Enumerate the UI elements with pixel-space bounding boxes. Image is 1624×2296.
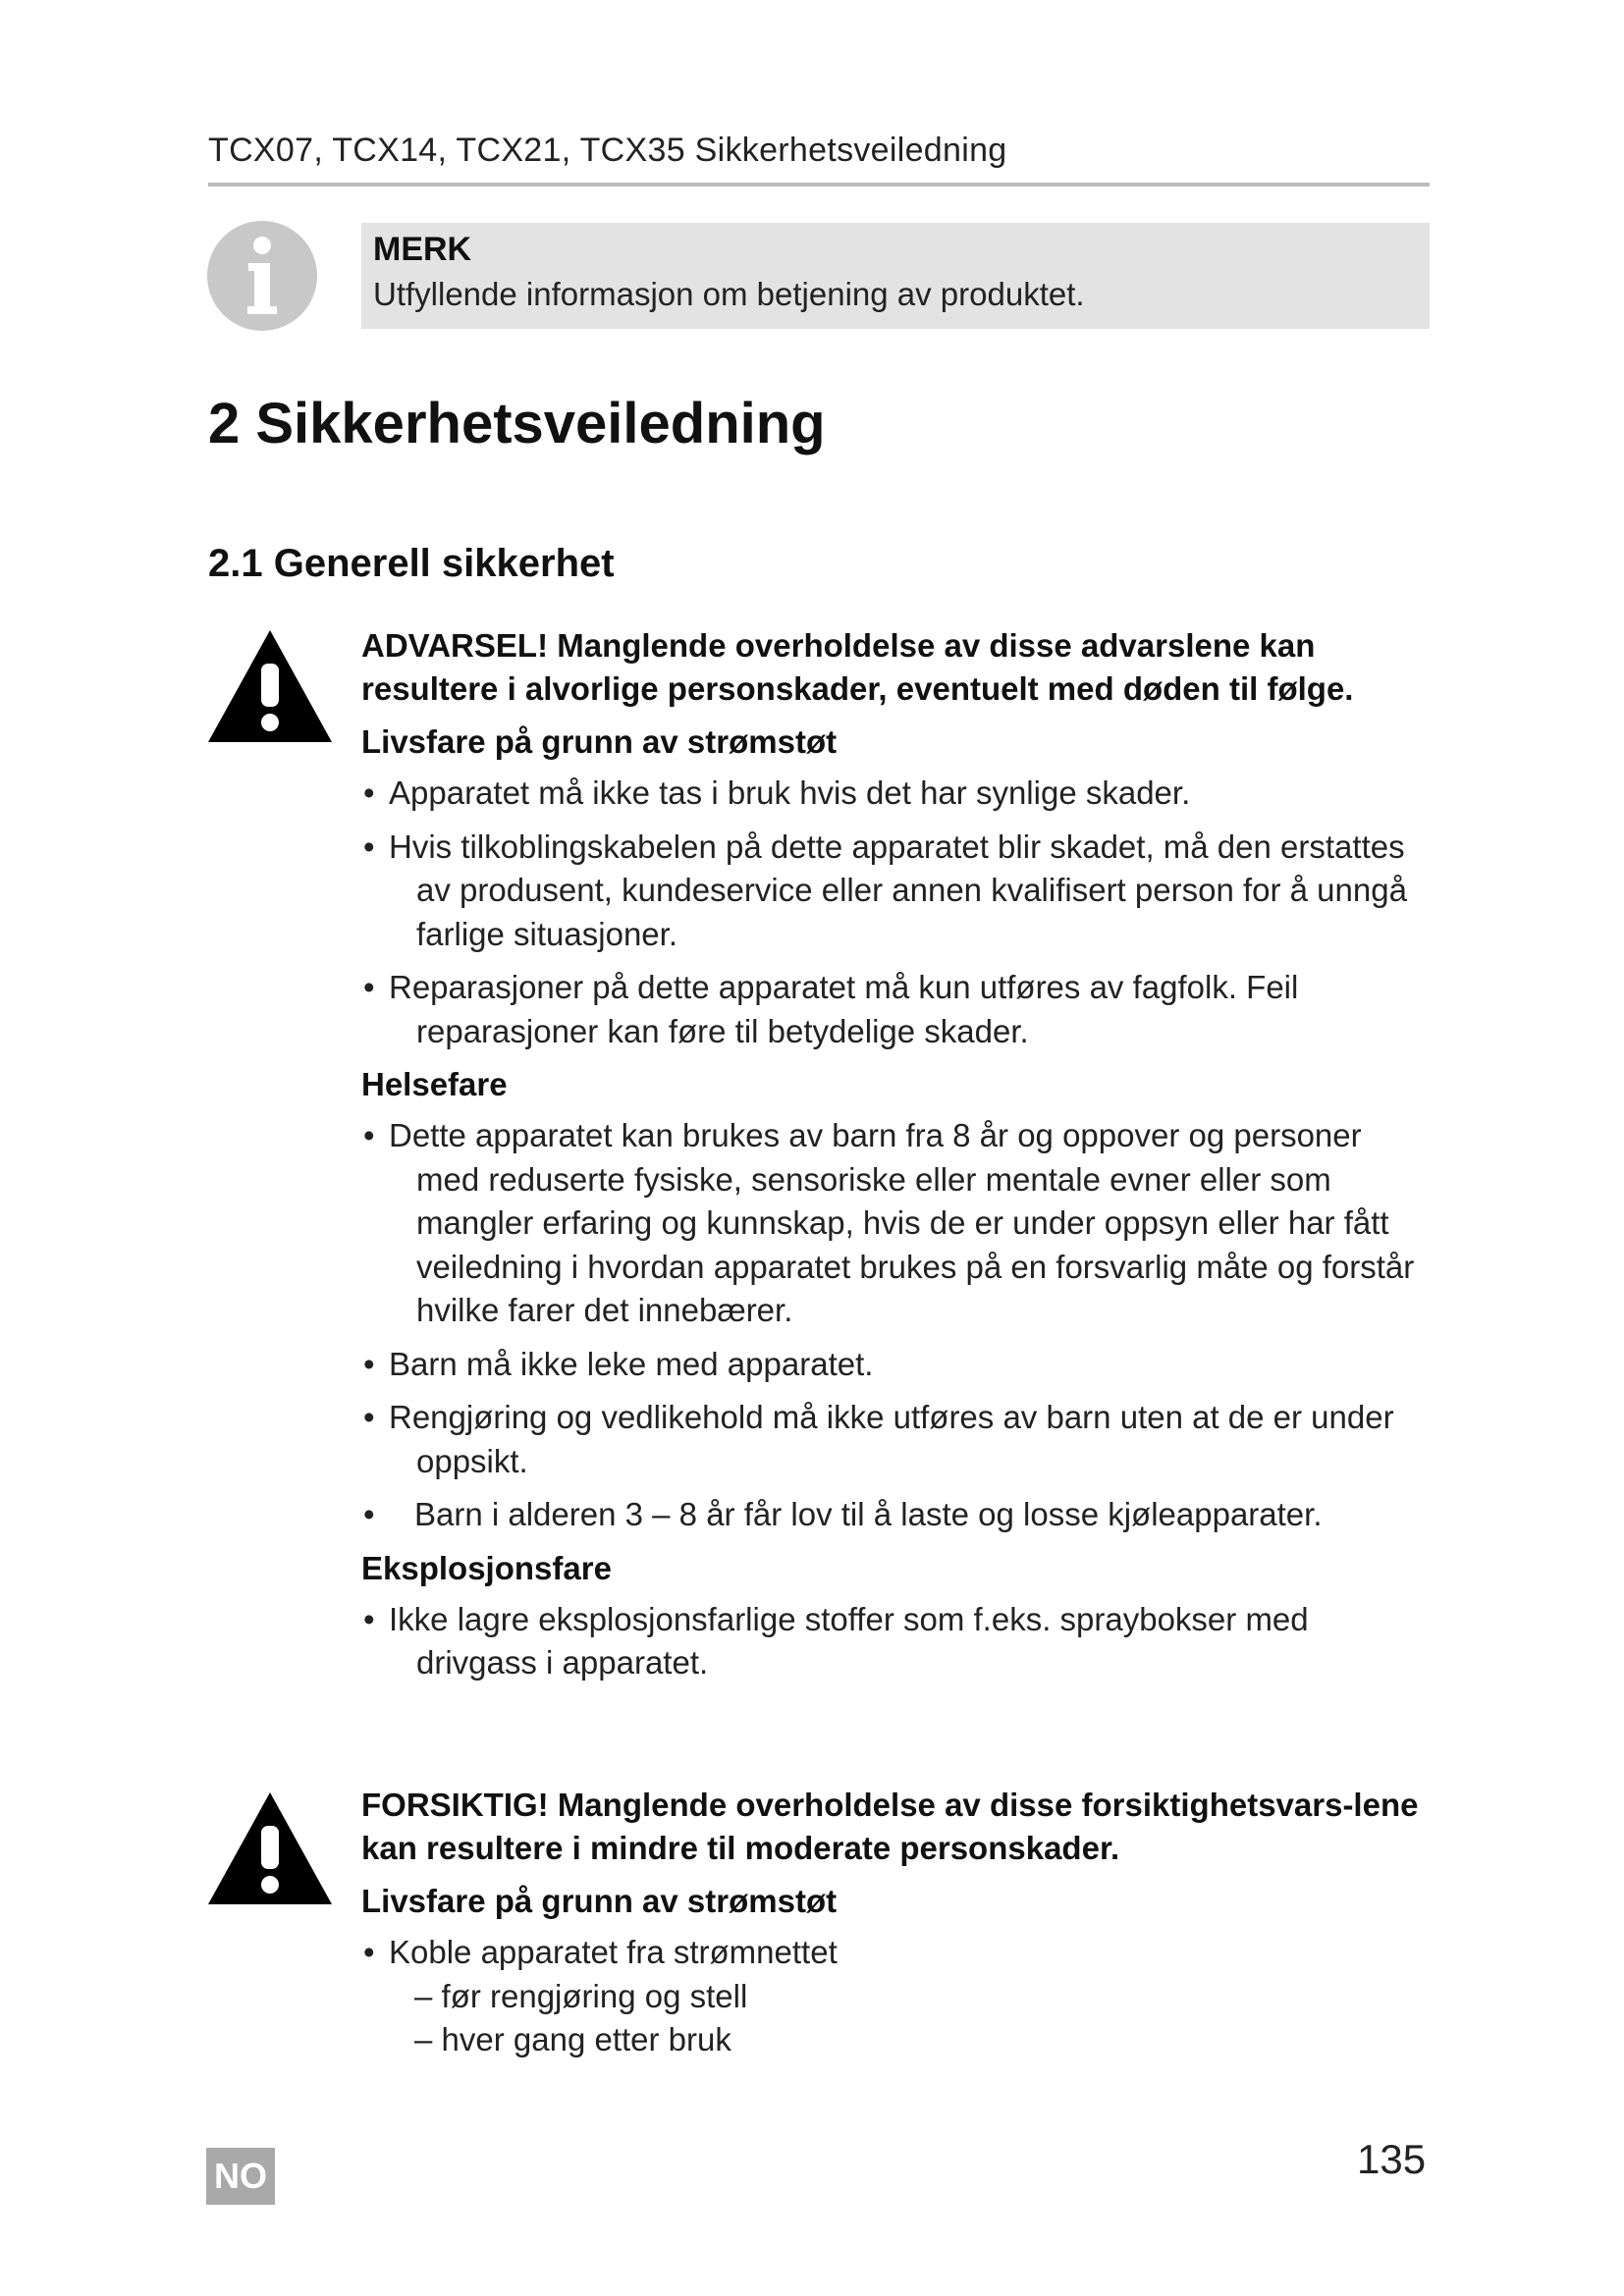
note-title: MERK xyxy=(373,231,472,268)
sub-item: – hver gang etter bruk xyxy=(414,2021,731,2057)
bullet: • xyxy=(363,1399,375,1435)
bullet: • xyxy=(363,1496,375,1532)
caution-block xyxy=(361,1784,1432,2072)
hazard-heading: Helsefare xyxy=(361,1066,508,1102)
bullet: • xyxy=(363,1600,375,1637)
caution-title: FORSIKTIG! Manglende overholdelse av disse forsiktighetsvars-lene kan resultere i mindre til moderate personskader. xyxy=(361,1787,1419,1866)
sub-item: – før rengjøring og stell xyxy=(414,1977,748,2014)
bullet: • xyxy=(363,828,375,865)
language-badge: NO xyxy=(206,2148,275,2205)
info-icon xyxy=(206,220,318,332)
hazard-heading: Eksplosjonsfare xyxy=(361,1549,612,1586)
running-header: TCX07, TCX14, TCX21, TCX35 Sikkerhetsveiledning xyxy=(208,132,1007,169)
warning-triangle-icon xyxy=(206,1790,334,1906)
bullet: • xyxy=(363,1117,375,1153)
list-item: • Apparatet må ikke tas i bruk hvis det har synlige skader. xyxy=(361,772,1432,816)
note-box xyxy=(361,223,1430,329)
list-item: • Reparasjoner på dette apparatet må kun utføres av fagfolk. Feil reparasjoner kan føre til betydelige skader. xyxy=(361,966,1432,1053)
list-item: • Rengjøring og vedlikehold må ikke utføres av barn uten at de er under oppsikt. xyxy=(361,1396,1432,1483)
note-text: Utfyllende informasjon om betjening av produktet. xyxy=(373,276,1085,312)
chapter-title: 2 Sikkerhetsveiledning xyxy=(208,392,826,455)
list-item: • Koble apparatet fra strømnettet – før rengjøring og stell – hver gang etter bruk xyxy=(361,1931,1432,2062)
bullet: • xyxy=(363,1345,375,1382)
warning-title: ADVARSEL! Manglende overholdelse av disse advarslene kan resultere i alvorlige personskader, eventuelt med døden til følge. xyxy=(361,627,1354,707)
bullet: • xyxy=(363,774,375,811)
section-title: 2.1 Generell sikkerhet xyxy=(208,542,615,585)
warning-triangle-icon xyxy=(206,628,334,744)
header-divider xyxy=(208,183,1430,187)
list-item: • Barn må ikke leke med apparatet. xyxy=(361,1343,1432,1387)
warning-block xyxy=(361,624,1432,1695)
list-item: • Hvis tilkoblingskabelen på dette apparatet blir skadet, må den erstattes av produsent, kundeservice eller annen kvalifisert person for å unngå farlige situasjoner. xyxy=(361,826,1432,957)
hazard-heading: Livsfare på grunn av strømstøt xyxy=(361,1883,838,1919)
bullet: • xyxy=(363,969,375,1005)
list-item: • Barn i alderen 3 – 8 år får lov til å laste og losse kjøleapparater. xyxy=(361,1493,1432,1537)
list-item: • Dette apparatet kan brukes av barn fra 8 år og oppover og personer med reduserte fysiske, sensoriske eller mentale evner eller som mangler erfaring og kunnskap, hvis de er under oppsyn eller har fått veiledning i hvordan apparatet brukes på en forsvarlig måte og forstår hvilke farer det innebærer. xyxy=(361,1114,1432,1333)
list-item: • Ikke lagre eksplosjonsfarlige stoffer som f.eks. spraybokser med drivgass i apparatet. xyxy=(361,1598,1432,1685)
bullet: • xyxy=(363,1934,375,1970)
hazard-heading: Livsfare på grunn av strømstøt xyxy=(361,723,838,760)
page-number: 135 xyxy=(1357,2136,1427,2182)
